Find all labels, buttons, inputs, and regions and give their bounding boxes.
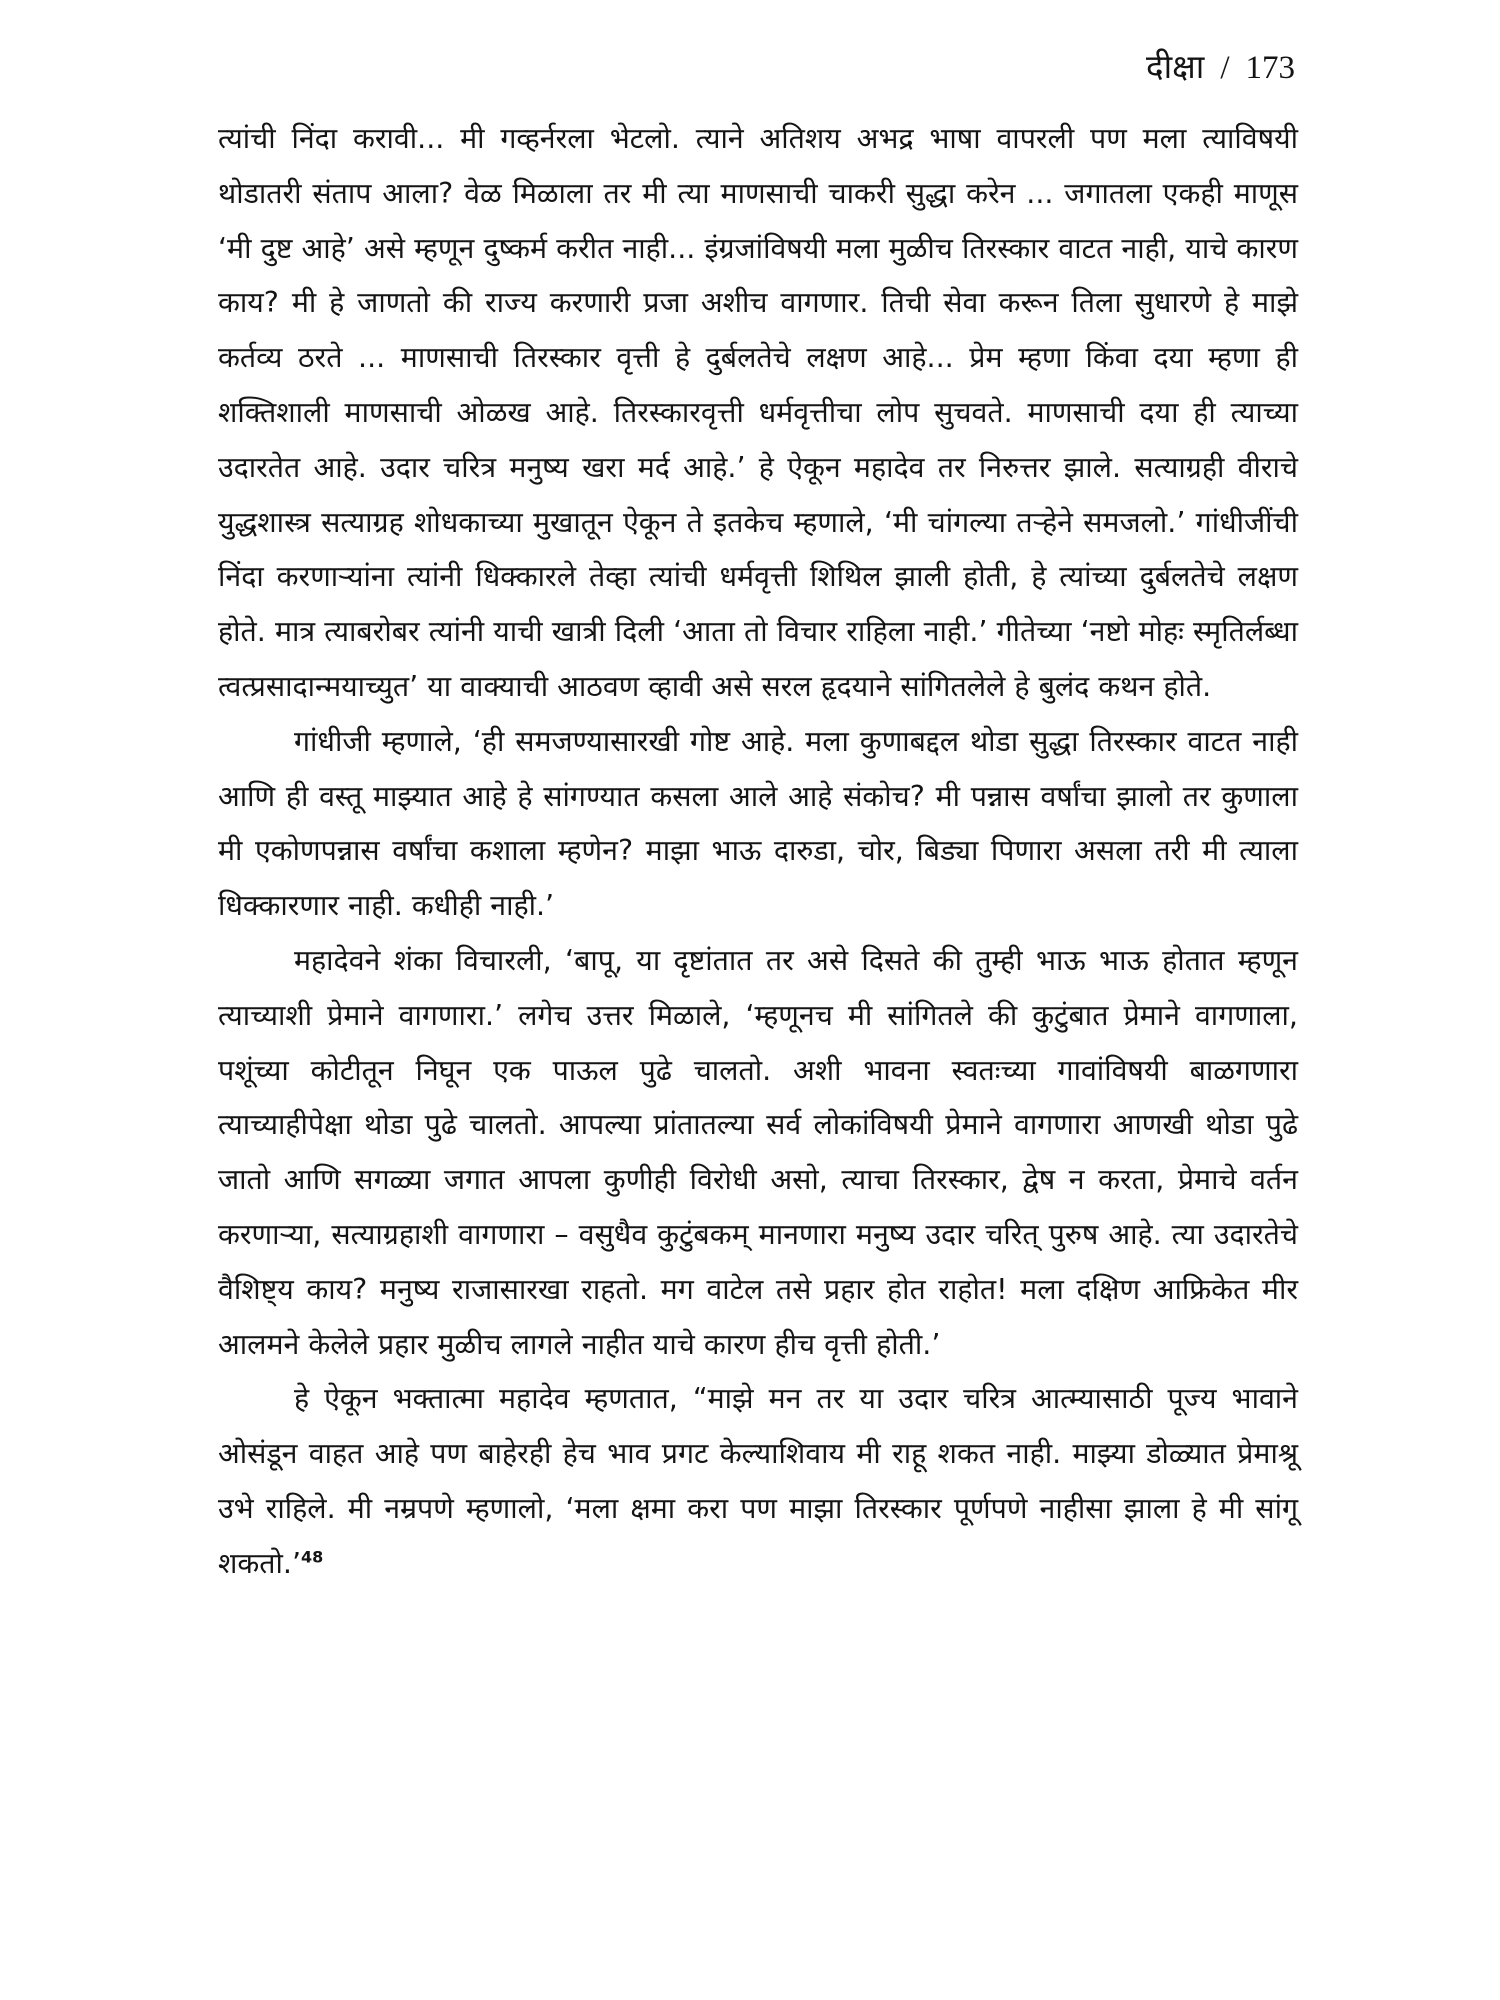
paragraph [218,1372,1298,1591]
paragraph [218,112,1298,715]
page-number: 173 [1245,50,1295,86]
chapter-title: दीक्षा [1146,50,1205,86]
paragraph-text: त्यांची निंदा करावी... मी गव्हर्नरला भेटलो. त्याने अतिशय अभद्र भाषा वापरली पण मला त्याविषयी थोडातरी संताप आला? वेळ मिळाला तर मी त्या माणसाची चाकरी सुद्धा करेन ... जगातला एकही माणूस ‘मी दुष्ट आहे’ असे म्हणून दुष्कर्म करीत नाही... इंग्रजांविषयी मला मुळीच तिरस्कार वाटत नाही, याचे कारण काय? मी हे जाणतो की राज्य करणारी प्रजा अशीच वागणार. तिची सेवा करून तिला सुधारणे हे माझे कर्तव्य ठरते ... माणसाची तिरस्कार वृत्ती हे दुर्बलतेचे लक्षण आहे... प्रेम म्हणा किंवा दया म्हणा ही शक्तिशाली माणसाची ओळख आहे. तिरस्कारवृत्ती धर्मवृत्तीचा लोप सुचवते. माणसाची दया ही त्याच्या उदारतेत आहे. उदार चरित्र मनुष्य खरा मर्द आहे.’ हे ऐकून महादेव तर निरुत्तर झाले. सत्याग्रही वीराचे युद्धशास्त्र सत्याग्रह शोधकाच्या मुखातून ऐकून ते इतकेच म्हणाले, ‘मी चांगल्या तऱ्हेने समजलो.’ गांधीजींची निंदा करणाऱ्यांना त्यांनी धिक्कारले तेव्हा त्यांची धर्मवृत्ती शिथिल झाली होती, हे त्यांच्या दुर्बलतेचे लक्षण होते. मात्र त्याबरोबर त्यांनी याची खात्री दिली ‘आता तो विचार राहिला नाही.’ गीतेच्या ‘नष्टो मोहः स्मृतिर्लब्धा त्वत्प्रसादान्मयाच्युत’ या वाक्याची आठवण व्हावी असे सरल हृदयाने सांगितलेले हे बुलंद कथन होते. [218,122,1298,703]
footnote-marker: 48 [301,1547,324,1567]
body-text [218,112,1298,1592]
paragraph-text: हे ऐकून भक्तात्मा महादेव म्हणतात, “माझे मन तर या उदार चरित्र आत्म्यासाठी पूज्य भावाने ओसंडून वाहत आहे पण बाहेरही हेच भाव प्रगट केल्याशिवाय मी राहू शकत नाही. माझ्या डोळ्यात प्रेमाश्रू उभे राहिले. मी नम्रपणे म्हणालो, ‘मला क्षमा करा पण माझा तिरस्कार पूर्णपणे नाहीसा झाला हे मी सांगू शकतो.’ [218,1382,1298,1580]
paragraph-text: महादेवने शंका विचारली, ‘बापू, या दृष्टांतात तर असे दिसते की तुम्ही भाऊ भाऊ होतात म्हणून त्याच्याशी प्रेमाने वागणारा.’ लगेच उत्तर मिळाले, ‘म्हणूनच मी सांगितले की कुटुंबात प्रेमाने वागणाला, पशूंच्या कोटीतून निघून एक पाऊल पुढे चालतो. अशी भावना स्वतःच्या गावांविषयी बाळगणारा त्याच्याहीपेक्षा थोडा पुढे चालतो. आपल्या प्रांतातल्या सर्व लोकांविषयी प्रेमाने वागणारा आणखी थोडा पुढे जातो आणि सगळ्या जगात आपला कुणीही विरोधी असो, त्याचा तिरस्कार, द्वेष न करता, प्रेमाचे वर्तन करणाऱ्या, सत्याग्रहाशी वागणारा – वसुधैव कुटुंबकम् मानणारा मनुष्य उदार चरित् पुरुष आहे. त्या उदारतेचे वैशिष्ट्य काय? मनुष्य राजासारखा राहतो. मग वाटेल तसे प्रहार होत राहोत! मला दक्षिण आफ्रिकेत मीर आलमने केलेले प्रहार मुळीच लागले नाहीत याचे कारण हीच वृत्ती होती.’ [218,943,1298,1361]
paragraph-text: गांधीजी म्हणाले, ‘ही समजण्यासारखी गोष्ट आहे. मला कुणाबद्दल थोडा सुद्धा तिरस्कार वाटत नाही आणि ही वस्तू माझ्यात आहे हे सांगण्यात कसला आले आहे संकोच? मी पन्नास वर्षांचा झालो तर कुणाला मी एकोणपन्नास वर्षांचा कशाला म्हणेन? माझा भाऊ दारुडा, चोर, बिड्या पिणारा असला तरी मी त्याला धिक्कारणार नाही. कधीही नाही.’ [218,724,1298,923]
header-separator: / [1220,50,1230,86]
paragraph [218,934,1298,1372]
running-head [1146,48,1295,88]
paragraph [218,715,1298,934]
